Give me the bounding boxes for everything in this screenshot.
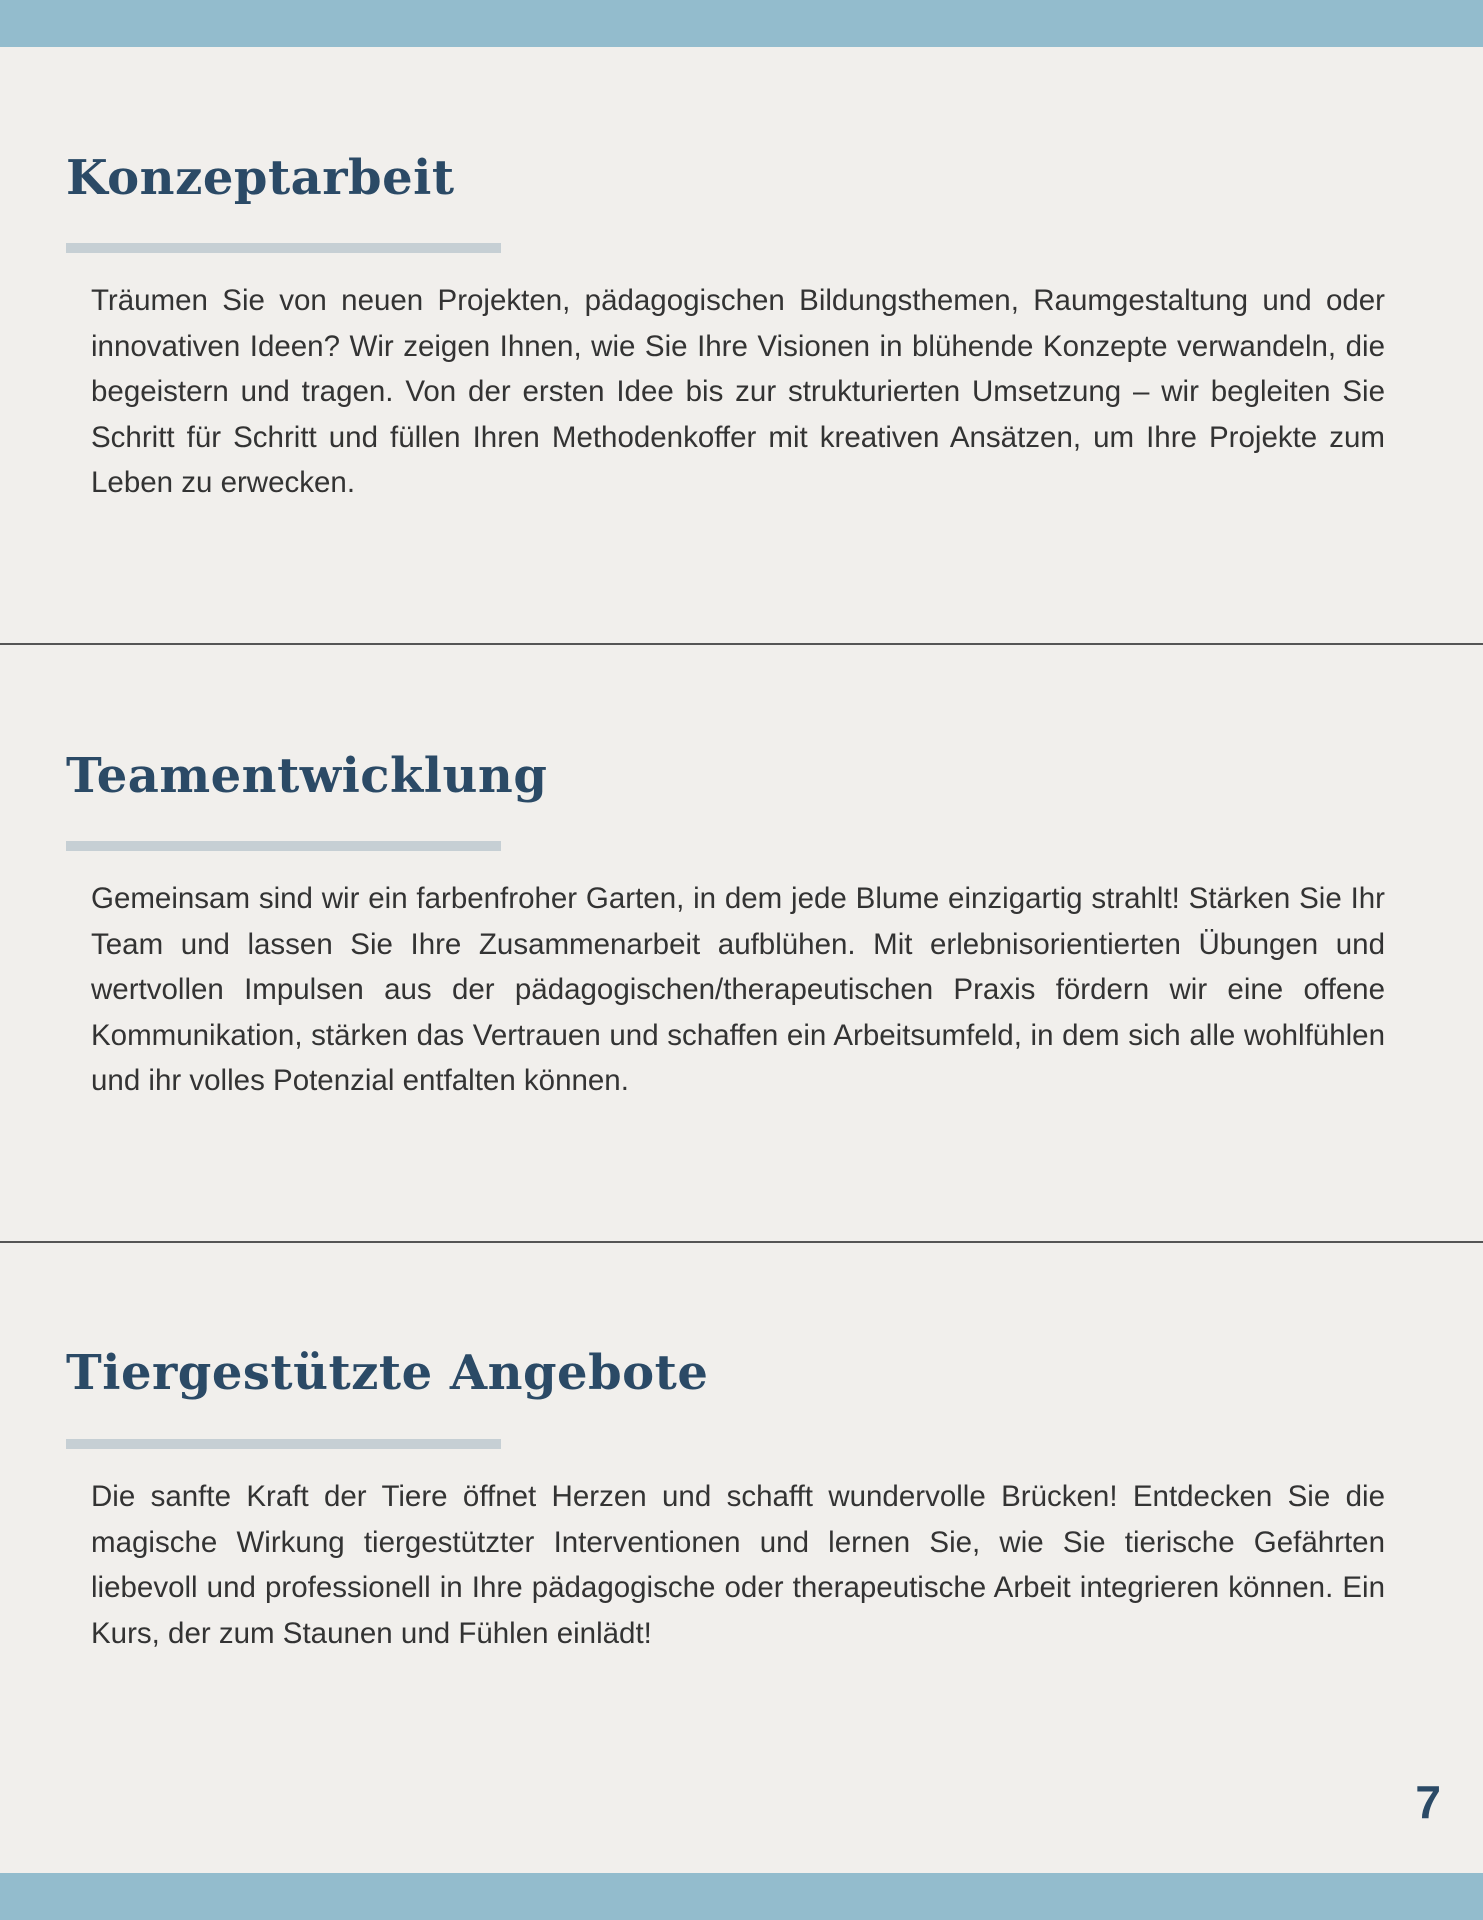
- title-underline-bar: [66, 1439, 501, 1449]
- section-body-text: Gemeinsam sind wir ein farbenfroher Garten, in dem jede Blume einzigartig strahlt! Stärken Sie Ihr Team und lassen Sie Ihre Zusammenarbeit aufblühen. Mit erlebnisorientierten Übungen und wertvollen Impulsen aus der pädagogischen/therapeutischen Praxis fördern wir eine offene Kommunikation, stärken das Vertrauen und schaffen ein Arbeitsumfeld, in dem sich alle wohlfühlen und ihr volles Potenzial entfalten können.: [91, 882, 1385, 1097]
- title-underline-bar: [66, 841, 501, 851]
- section-divider: [0, 1241, 1483, 1243]
- top-color-band: [0, 0, 1483, 47]
- section-title: Tiergestützte Angebote: [66, 1345, 709, 1401]
- section-body-text: Träumen Sie von neuen Projekten, pädagogischen Bildungsthemen, Raumgestaltung und oder innovativen Ideen? Wir zeigen Ihnen, wie Sie Ihre Visionen in blühende Konzepte verwandeln, die begeistern und tragen. Von der ersten Idee bis zur strukturierten Umsetzung – wir begleiten Sie Schritt für Schritt und füllen Ihren Methodenkoffer mit kreativen Ansätzen, um Ihre Projekte zum Leben zu erwecken.: [91, 284, 1385, 499]
- section-divider: [0, 643, 1483, 645]
- page-number: 7: [1415, 1776, 1441, 1828]
- section-title: Teamentwicklung: [66, 748, 548, 804]
- section-title: Konzeptarbeit: [66, 150, 455, 206]
- title-underline-bar: [66, 243, 501, 253]
- bottom-color-band: [0, 1873, 1483, 1920]
- section-body-text: Die sanfte Kraft der Tiere öffnet Herzen und schafft wundervolle Brücken! Entdecken Sie die magische Wirkung tiergestützter Interventionen und lernen Sie, wie Sie tierische Gefährten liebevoll und professionell in Ihre pädagogische oder therapeutische Arbeit integrieren können. Ein Kurs, der zum Staunen und Fühlen einlädt!: [91, 1480, 1385, 1650]
